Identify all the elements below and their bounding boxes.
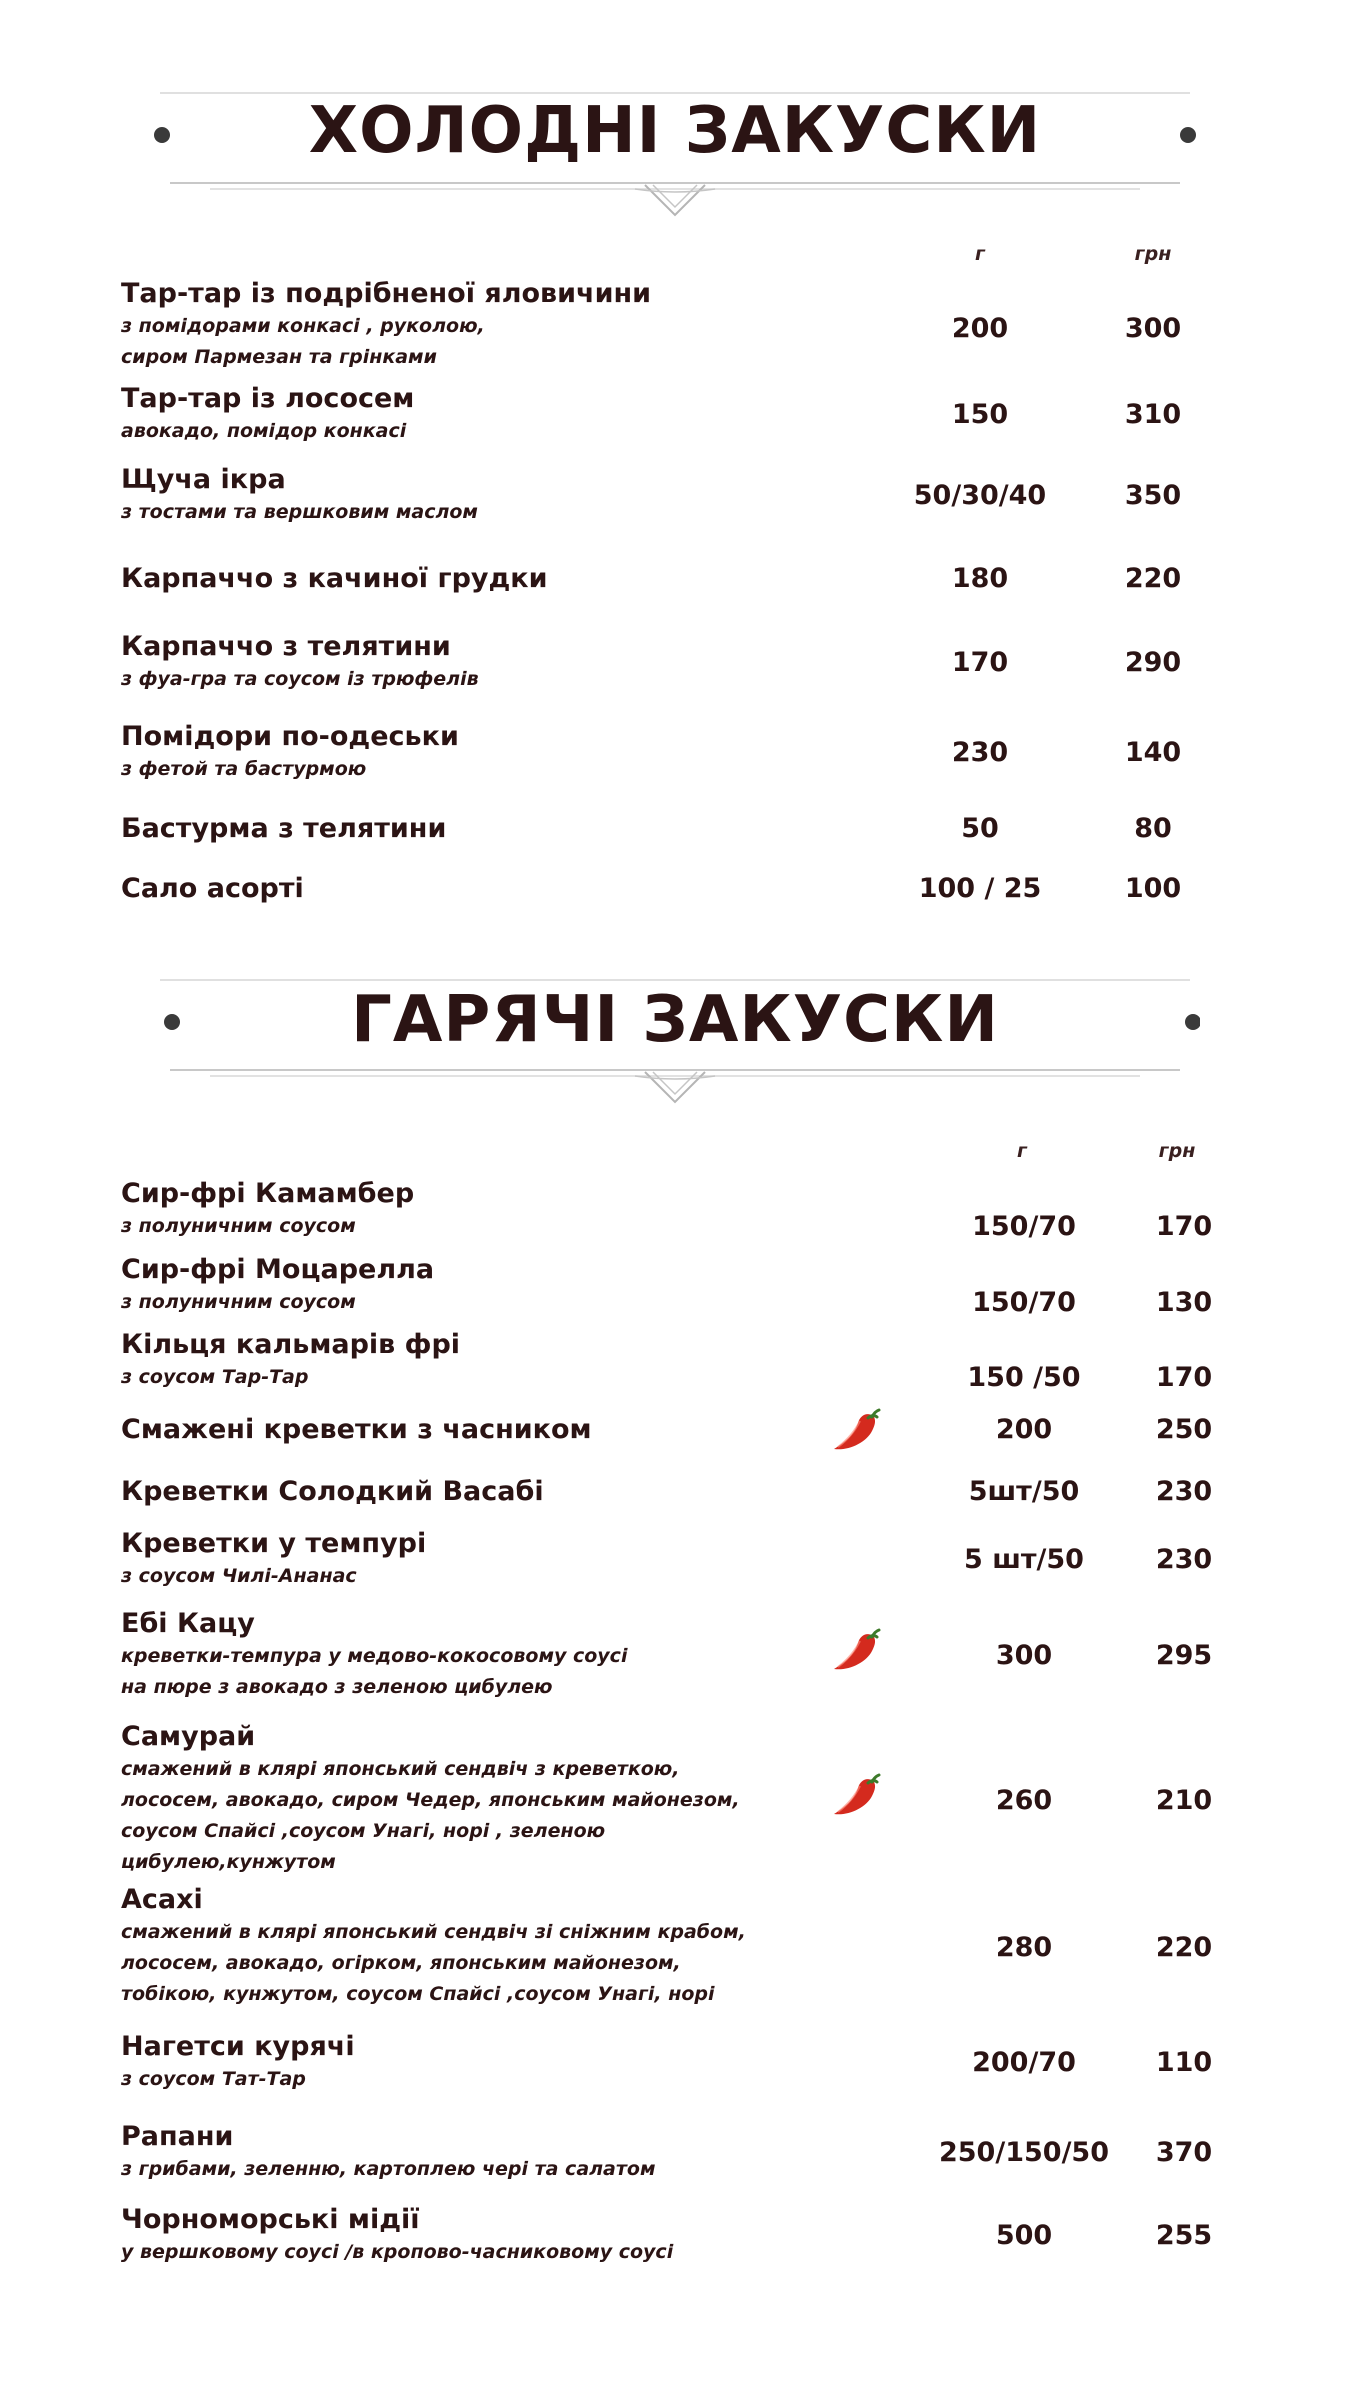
item-name: Ебі Кацу	[121, 1608, 255, 1639]
item-weight: 230	[951, 737, 1009, 768]
item-weight: 200/70	[972, 2047, 1076, 2078]
cold-section-header	[150, 85, 1200, 225]
item-name: Самурай	[121, 1721, 256, 1752]
chili-pepper-icon	[830, 1623, 884, 1677]
item-description: з соусом Чилі-Ананас	[121, 1565, 357, 1587]
item-description: з фетой та бастурмою	[121, 758, 367, 780]
item-price: 350	[1124, 480, 1182, 511]
item-weight: 500	[995, 2220, 1053, 2251]
item-name: Бастурма з телятини	[121, 813, 447, 844]
item-price: 130	[1155, 1287, 1213, 1318]
chili-pepper-icon	[830, 1403, 884, 1457]
item-name: Карпаччо з телятини	[121, 631, 451, 662]
item-weight: 100 / 25	[918, 873, 1042, 904]
item-description: у вершковому соусі /в кропово-часниковому соусі	[121, 2241, 674, 2263]
item-price: 170	[1155, 1211, 1213, 1242]
weight-column-header: г	[975, 243, 985, 265]
price-column-header: грн	[1134, 243, 1172, 265]
item-name: Смажені креветки з часником	[121, 1414, 592, 1445]
item-description: з грибами, зеленню, картоплею чері та салатом	[121, 2158, 656, 2180]
item-weight: 250/150/50	[938, 2137, 1109, 2168]
item-price: 80	[1134, 813, 1172, 844]
item-price: 310	[1124, 399, 1182, 430]
item-description: з соусом Тат-Тар	[121, 2068, 306, 2090]
item-description: креветки-темпура у медово-кокосовому соусі на пюре з авокадо з зеленою цибулею	[121, 1645, 628, 1698]
item-weight: 260	[995, 1785, 1053, 1816]
item-weight: 50/30/40	[913, 480, 1047, 511]
item-weight: 180	[951, 563, 1009, 594]
weight-column-header: г	[1017, 1140, 1027, 1162]
item-name: Помідори по-одеськи	[121, 721, 459, 752]
item-price: 110	[1155, 2047, 1213, 2078]
item-weight: 5 шт/50	[964, 1544, 1084, 1575]
item-weight: 200	[995, 1414, 1053, 1445]
item-weight: 150/70	[972, 1211, 1076, 1242]
item-name: Нагетси курячі	[121, 2031, 355, 2062]
item-price: 255	[1155, 2220, 1213, 2251]
item-name: Креветки Солодкий Васабі	[121, 1476, 544, 1507]
item-price: 230	[1155, 1476, 1213, 1507]
section-title: ХОЛОДНІ ЗАКУСКИ	[308, 94, 1042, 168]
item-price: 140	[1124, 737, 1182, 768]
item-weight: 170	[951, 647, 1009, 678]
item-price: 220	[1124, 563, 1182, 594]
chili-pepper-icon	[830, 1768, 884, 1822]
item-name: Рапани	[121, 2121, 234, 2152]
hot-section-header	[150, 972, 1200, 1112]
item-weight: 300	[995, 1640, 1053, 1671]
item-price: 220	[1155, 1932, 1213, 1963]
item-weight: 200	[951, 313, 1009, 344]
price-column-header: грн	[1158, 1140, 1196, 1162]
item-name: Карпаччо з качиної грудки	[121, 563, 548, 594]
item-price: 300	[1124, 313, 1182, 344]
item-name: Сало асорті	[121, 873, 304, 904]
item-name: Креветки у темпурі	[121, 1528, 427, 1559]
item-description: з фуа-гра та соусом із трюфелів	[121, 668, 479, 690]
item-name: Сир-фрі Моцарелла	[121, 1254, 435, 1285]
item-description: смажений в клярі японський сендвіч зі сніжним крабом, лососем, авокадо, огірком, японським майонезом, тобікою, кунжутом, соусом Спайсі ,соусом Унагі, норі	[121, 1921, 746, 2005]
item-weight: 5шт/50	[968, 1476, 1080, 1507]
item-weight: 50	[961, 813, 999, 844]
item-description: з помідорами конкасі , руколою, сиром Пармезан та грінками	[121, 315, 485, 368]
item-name: Кільця кальмарів фрі	[121, 1329, 461, 1360]
item-description: смажений в клярі японський сендвіч з креветкою, лососем, авокадо, сиром Чедер, японським майонезом, соусом Спайсі ,соусом Унагі, норі , зеленою цибулею,кунжутом	[121, 1758, 740, 1873]
item-price: 230	[1155, 1544, 1213, 1575]
item-weight: 150 /50	[967, 1362, 1081, 1393]
item-name: Щуча ікра	[121, 464, 286, 495]
item-weight: 150	[951, 399, 1009, 430]
item-price: 210	[1155, 1785, 1213, 1816]
item-description: з полуничним соусом	[121, 1215, 356, 1237]
item-description: з полуничним соусом	[121, 1291, 356, 1313]
item-name: Чорноморські мідії	[121, 2204, 420, 2235]
section-title: ГАРЯЧІ ЗАКУСКИ	[351, 983, 999, 1057]
item-price: 100	[1124, 873, 1182, 904]
item-description: з соусом Тар-Тар	[121, 1366, 309, 1388]
item-description: з тостами та вершковим маслом	[121, 501, 478, 523]
item-name: Тар-тар із лососем	[121, 383, 415, 414]
item-weight: 280	[995, 1932, 1053, 1963]
item-description: авокадо, помідор конкасі	[121, 420, 407, 442]
item-price: 295	[1155, 1640, 1213, 1671]
item-name: Асахі	[121, 1884, 203, 1915]
item-price: 370	[1155, 2137, 1213, 2168]
item-name: Тар-тар із подрібненої яловичини	[121, 278, 652, 309]
item-name: Сир-фрі Камамбер	[121, 1178, 415, 1209]
item-price: 290	[1124, 647, 1182, 678]
item-price: 170	[1155, 1362, 1213, 1393]
item-price: 250	[1155, 1414, 1213, 1445]
item-weight: 150/70	[972, 1287, 1076, 1318]
